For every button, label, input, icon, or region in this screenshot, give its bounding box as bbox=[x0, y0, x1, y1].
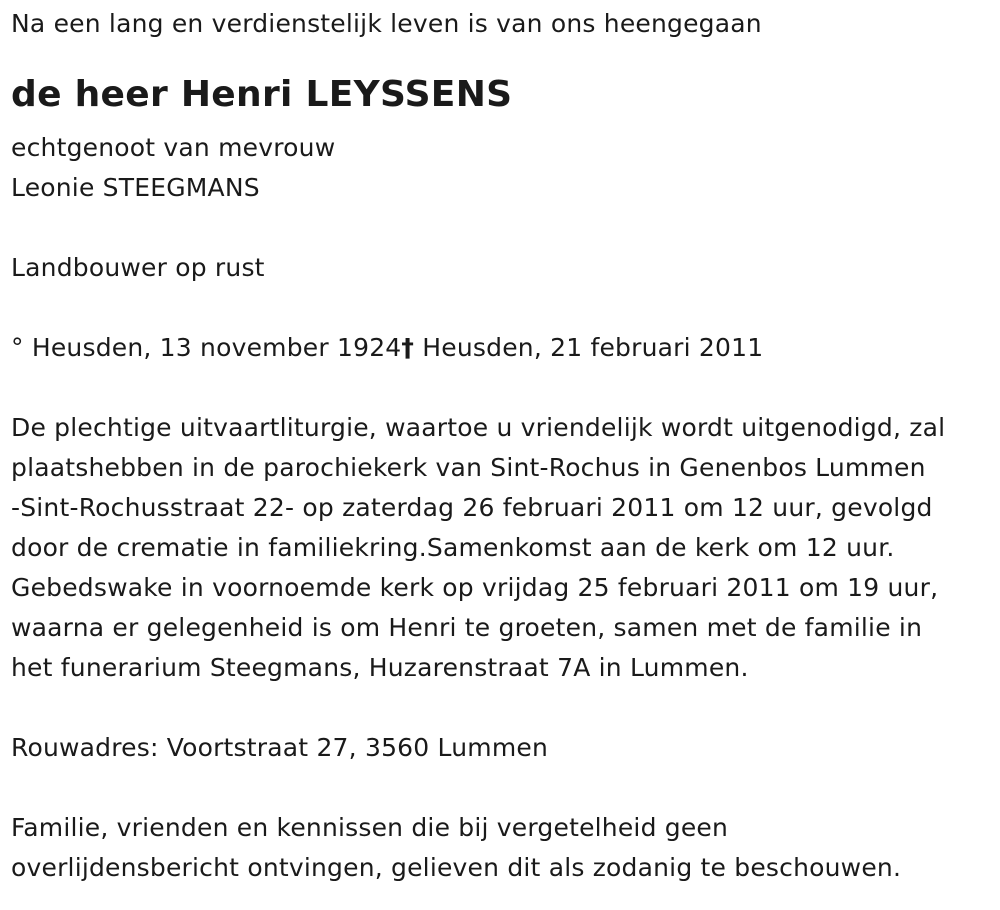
spouse-name: Leonie STEEGMANS bbox=[11, 173, 260, 202]
deceased-name: de heer Henri LEYSSENS bbox=[11, 74, 513, 115]
closing-line: Familie, vrienden en kennissen die bij vergetelheid geen bbox=[11, 813, 729, 842]
funeral-line: waarna er gelegenheid is om Henri te groeten, samen met de familie in bbox=[11, 613, 923, 642]
death-text: Heusden, 21 februari 2011 bbox=[414, 333, 764, 362]
spacer bbox=[11, 208, 996, 248]
funeral-line: Gebedswake in voornoemde kerk op vrijdag 25 februari 2011 om 19 uur, bbox=[11, 573, 939, 602]
funeral-line: het funerarium Steegmans, Huzarenstraat 7A in Lummen. bbox=[11, 653, 749, 682]
funeral-line: plaatshebben in de parochiekerk van Sint-Rochus in Genenbos Lummen bbox=[11, 453, 926, 482]
funeral-line: De plechtige uitvaartliturgie, waartoe u vriendelijk wordt uitgenodigd, zal bbox=[11, 413, 946, 442]
cross-icon: † bbox=[401, 333, 415, 362]
spacer bbox=[11, 688, 996, 728]
birth-text: ° Heusden, 13 november 1924 bbox=[11, 333, 402, 362]
spacer bbox=[11, 768, 996, 808]
occupation-text: Landbouwer op rust bbox=[11, 253, 265, 282]
spouse-label: echtgenoot van mevrouw bbox=[11, 133, 336, 162]
funeral-line: door de crematie in familiekring.Samenkomst aan de kerk om 12 uur. bbox=[11, 533, 895, 562]
spacer bbox=[11, 288, 996, 328]
funeral-paragraph bbox=[11, 408, 996, 688]
mourning-address: Rouwadres: Voortstraat 27, 3560 Lummen bbox=[11, 733, 548, 762]
obituary-notice bbox=[11, 0, 996, 888]
closing-line: overlijdensbericht ontvingen, gelieven dit als zodanig te beschouwen. bbox=[11, 853, 902, 882]
closing-paragraph bbox=[11, 808, 996, 888]
intro-text: Na een lang en verdienstelijk leven is van ons heengegaan bbox=[11, 9, 762, 38]
funeral-line: -Sint-Rochusstraat 22- op zaterdag 26 februari 2011 om 12 uur, gevolgd bbox=[11, 493, 933, 522]
spacer bbox=[11, 368, 996, 408]
life-dates bbox=[11, 328, 996, 368]
